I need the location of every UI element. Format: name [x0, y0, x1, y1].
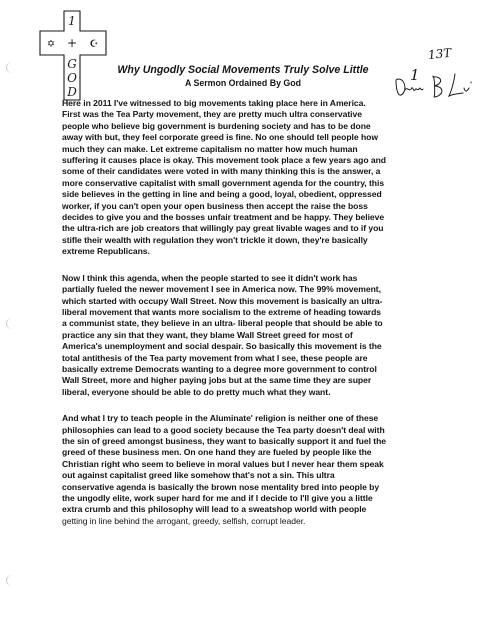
binder-hole-middle: [6, 318, 18, 329]
text-line: out against capitalist greed like somehow that's not a sin. This ultra: [62, 470, 335, 481]
text-line: people who believe big government is burdening society and has to be done: [62, 120, 371, 131]
text-line: First was the Tea Party movement, they are pretty much ultra conservative: [62, 109, 362, 120]
handwritten-code: 13T: [427, 45, 452, 63]
handwritten-page-number: 1: [410, 66, 420, 84]
cross-logo: [36, 8, 116, 104]
text-line: side believes in the getting in line and being a good, loyal, obedient, oppressed: [62, 189, 382, 200]
text-line: the ultra-rich are job creators that willingly pay great livable wages and to if you: [62, 223, 384, 234]
text-line: decides to give you and the bosses unfair treatment and be happy. They believe: [62, 212, 385, 223]
cross-text-d: D: [67, 85, 77, 99]
cross-text-g: G: [67, 57, 77, 71]
text-line: Christian right who seem to believe in moral values but I never hear them speak: [62, 458, 384, 469]
binder-hole-top: [6, 62, 18, 73]
text-line: the ungodly elite, work super hard for me and if I decide to I'll give you a little: [62, 493, 373, 503]
text-line: getting in line behind the arrogant, greedy, selfish, corrupt leader.: [62, 515, 306, 526]
star-of-david-icon: ✡: [46, 39, 56, 50]
text-line: stifle their wealth with regulation they won't trickle it down, they're basically: [62, 234, 368, 245]
binder-hole-bottom: [6, 575, 18, 586]
text-line: America's unemployment and social despair. So basically this movement is the: [62, 341, 382, 352]
text-line: conservative agenda is basically the brown nose mentality bred into people by: [62, 481, 380, 492]
text-line: suffering it causes place is okay. This movement took place a few years ago and: [62, 155, 387, 166]
page-subtitle: A Sermon Ordained By God: [184, 78, 301, 88]
text-line: extreme Republicans.: [62, 246, 150, 257]
text-line: some of their candidates were voted in with many thinking this is the answer, a: [62, 166, 381, 177]
text-line: partially fueled the newer movement I see in America now. The 99% movement,: [62, 284, 381, 295]
text-line: the sin of greed amongst business, they want to basically support it and fuel the: [62, 435, 386, 446]
text-line: away with but, they feel corporate greed is fine. No one should tell people how: [62, 132, 378, 143]
paragraph-2: [62, 273, 434, 398]
text-line: liberal movement that wants more socialism to the extreme of heading towards: [62, 306, 382, 317]
text-line: greed of these business men. On one hand they are fueled by people like the: [62, 447, 372, 458]
text-line: a communist state, they believe in an ultra- liberal people that should be able to: [62, 318, 383, 329]
sermon-body: [62, 98, 434, 542]
text-line: worker, if you can't open your open business then accept the raise the boss: [62, 200, 368, 211]
text-line: which started with occupy Wall Street. Now this movement is basically an ultra-: [62, 295, 383, 306]
text-line: philosophies can lead to a good society because the Tea party doesn't deal with: [62, 424, 385, 435]
cross-text-o: O: [67, 71, 77, 85]
text-line: practice any sin that they want, they blame Wall Street greed for most of: [62, 329, 353, 340]
text-line: extra crumb and this philosophy will lead to a sweatshop world with people: [62, 504, 367, 515]
text-line: Here in 2011 I've witnessed to big movements taking place here in America.: [62, 98, 366, 108]
text-line: total antithesis of the Tea party movement from what I see, these people are: [62, 352, 368, 363]
cross-text-plus: +: [66, 36, 78, 50]
text-line: basically extreme Democrats wanting to a degree more government to control: [62, 363, 377, 374]
text-line: And what I try to teach people in the Aluminate' religion is neither one of these: [62, 413, 379, 424]
text-line: liberal, everyone should be able to do pretty much what they want.: [62, 386, 331, 397]
paragraph-3: [62, 413, 434, 527]
text-line: Now I think this agenda, when the people started to see it didn't work has: [62, 272, 358, 283]
cross-text-one: 1: [68, 14, 76, 28]
page-title: Why Ungodly Social Movements Truly Solve Little: [117, 64, 369, 76]
crescent-star-icon: ☪: [89, 39, 99, 50]
text-line: much they can make. Let extreme capitalism no matter how much human: [62, 143, 358, 154]
text-line: Wall Street, more and higher paying jobs but at the same time they are super: [62, 375, 372, 386]
paragraph-1: [62, 98, 434, 258]
text-line: more conservative capitalist with small government agenda for the country, this: [62, 177, 385, 188]
